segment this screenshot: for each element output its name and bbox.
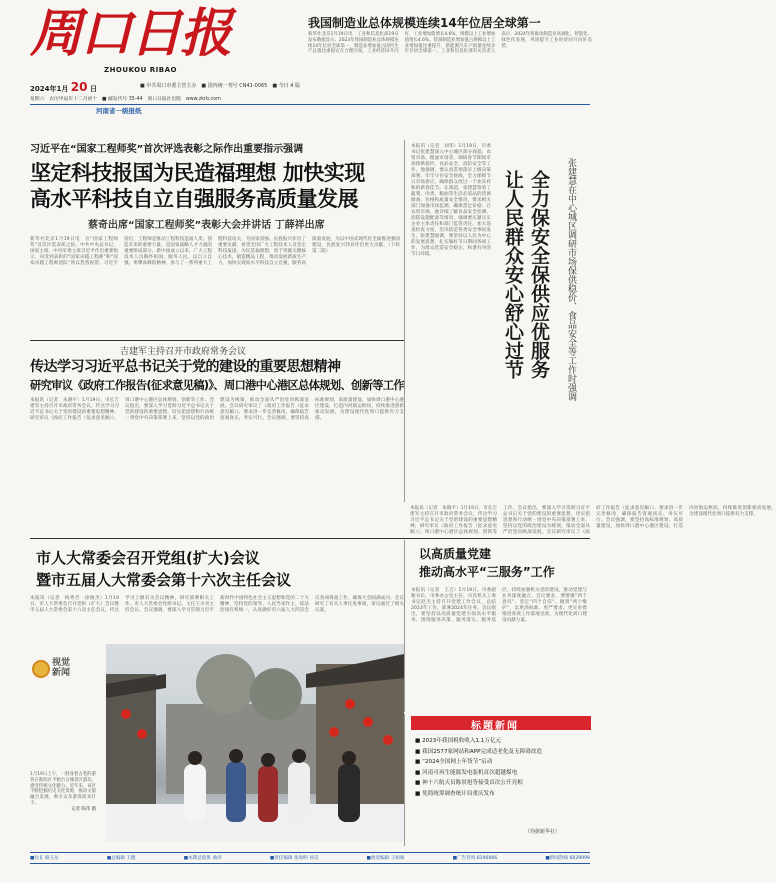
digest-source: （均据新华社） bbox=[525, 829, 561, 835]
lead-subhead: 蔡奇出席“国家工程师奖”表彰大会并讲话 丁薛祥出席 bbox=[88, 220, 325, 231]
digest-header: 标题新闻 bbox=[411, 716, 591, 730]
photo-scene bbox=[106, 644, 404, 842]
side-headline-1: 全力保安全保供应优服务 bbox=[528, 170, 550, 379]
list-item[interactable]: ■ 河南可再生能源发电装机首次超越煤电 bbox=[415, 769, 518, 776]
list-item[interactable]: ■ 我国2577家网站和APP完成适老化及无障碍改造 bbox=[415, 748, 542, 755]
footer-item: ■社长 路玉岳 bbox=[30, 856, 59, 861]
footer-item: ■本期总值班 曲涛 bbox=[183, 856, 222, 861]
side-kicker: 张建慧在中心城区调研市场保供稳价、食品安全等工作时强调 bbox=[566, 158, 576, 401]
lead-article bbox=[0, 140, 404, 340]
divider bbox=[30, 538, 590, 539]
masthead bbox=[0, 0, 600, 115]
issue-meta: ■ 中共周口市委主管主办 ■ 国内统一刊号 CN41-0065 ■ 今日 4 版 bbox=[140, 83, 301, 89]
lead-headline-2: 高水平科技自立自强服务高质量发展 bbox=[30, 187, 358, 211]
news-photo bbox=[106, 644, 404, 842]
issue-date: 2024年1月 20 日 bbox=[30, 80, 97, 94]
photo-caption: 1月19日上午，一群身着古装的游客在淮阳区平粮台古城景区游玩，感受传统文化魅力。近年来，该区不断挖掘历史文化资源，推动文旅融合发展，吸引众多游客前来打卡。 记者 陈伟 摄 bbox=[30, 772, 96, 812]
npc-headline-2: 暨市五届人大常委会第十六次主任会议 bbox=[36, 571, 292, 589]
lead-headline-1: 坚定科技报国为民造福理想 加快实现 bbox=[30, 161, 365, 185]
headline-digest bbox=[404, 714, 590, 846]
exec-body-continued: 本报讯（记者 朱晓平）1月19日，市长吉建军主持召开市政府常务会议，传达学习习近平总书记关于党的建设的重要思想精神，研究审议《政府工作报告（征求意见稿）》、周口港中心港区总体规划、创新等工作。会议指出，要深入学习贯彻习近平总书记关于党的建设的重要思想，切实把思想和行动统一到党中央决策部署上来，坚持以党的政治建设为统领，推动全面从严治党向纵深发展。会议研究审议了《政府工作报告（征求意见稿）》，要求进一步完善修改，确保报告客观真实、务实可行。会议强调，要坚持高标准规划、高质量建设，加快周口港中心港区建设，打造内河航运枢纽，持续推进创新驱动发展，为建设现代化周口提供有力支撑。 bbox=[410, 506, 776, 535]
issue-meta-2: 星期六 农历甲辰年十二月初十 ■ 邮发代号 35-44 周口日报社出版 www.zkrb.com bbox=[30, 97, 221, 102]
footer-item: ■总编辑 王健 bbox=[106, 856, 136, 861]
photo-section bbox=[30, 644, 404, 844]
side-article bbox=[404, 140, 590, 502]
newspaper-logo: 周口日报 bbox=[30, 3, 231, 64]
lead-body: 新华社北京1月19日电 在“国家工程师奖”首次评选表彰之际，中共中央总书记、国家主席、中央军委主席习近平作出重要指示，向受到表彰的“国家卓越工程师”和“国家卓越工程师团队”致以热烈祝贺。习近平指出，工程师是推动工程科技造福人类、创造未来的重要力量，是国家战略人才力量的重要组成部分。新中国成立以来，广大工程技术人员胸怀祖国、服务人民，以自立自强、勇攀高峰的精神，参与了一系列重大工程科技攻关，为国家富强、民族振兴作出了重要贡献。希望全国广大工程技术人员坚定科技报国、为民造福理想，勇于突破关键核心技术，锻造精品工程，推动发展新质生产力，加快实现高水平科技自立自强，服务高质量发展，为以中国式现代化全面推进强国建设、民族复兴伟业作出更大贡献。（下转第二版） bbox=[30, 237, 400, 266]
exec-body: 本报讯（记者 朱晓平）1月19日，市长吉建军主持召开市政府常务会议，传达学习习近平总书记关于党的建设的重要思想精神，研究审议《政府工作报告（征求意见稿）》、周口港中心港区总体规划、创新等工作。会议指出，要深入学习贯彻习近平总书记关于党的建设的重要思想，切实把思想和行动统一到党中央决策部署上来，坚持以党的政治建设为统领，推动全面从严治党向纵深发展。会议研究审议了《政府工作报告（征求意见稿）》，要求进一步完善修改，确保报告客观真实、务实可行。会议强调，要坚持高标准规划、高质量建设，加快周口港中心港区建设，打造内河航运枢纽，持续推进创新驱动发展，为建设现代化周口提供有力支撑。 bbox=[30, 398, 404, 421]
top-headline: 我国制造业总体规模连续14年位居全球第一 bbox=[308, 16, 541, 30]
party-headline-1: 以高质量党建 bbox=[419, 547, 492, 561]
grade-badge: 河南省一级报纸 bbox=[30, 104, 590, 114]
party-headline-2: 推动高水平“三服务”工作 bbox=[419, 565, 555, 579]
npc-body: 本报讯（记者 杨秀芳 徐俊杰）1月19日，市人大常委会召开党组（扩大）会议暨市五届人大常委会第十六次主任会议，传达学习上级有关会议精神，研究部署相关工作。市人大常委会党组书记、主任王少青主持会议。会议强调，要深入学习贯彻习近平新时代中国特色社会主义思想和党的二十大精神，坚持党的领导、人民当家作主、依法治国有机统一，认真做好市六届人大四次会议各项筹备工作，确保大会圆满成功。会议研究了有关人事任免事项，审议通过了相关议案。 bbox=[30, 596, 404, 613]
photo-label: 视觉新闻 bbox=[30, 656, 94, 682]
divider bbox=[30, 340, 404, 341]
exec-headline-1: 传达学习习近平总书记关于党的建设的重要思想精神 bbox=[30, 359, 341, 375]
side-headline-2: 让人民群众安心舒心过节 bbox=[502, 170, 524, 379]
exec-article bbox=[0, 344, 404, 536]
camera-icon bbox=[32, 660, 50, 678]
footer-item: ■新闻热线 6029999 bbox=[545, 856, 590, 861]
digest-list bbox=[415, 736, 591, 799]
top-article-body: 新华社北京1月19日电 工业和信息化部19日发布数据显示，2023年我国制造业总体规模连续14年位居全球第一，制造业增加值占国内生产总值比重稳定在合理区间。工业经济回升向好，工业增加值增长4.6%，规模以上工业增加值增长4.6%。装备制造业增加值占规模以上工业增加值比重提升，新能源汽车产销量连续多年位居全球第一，工业和信息化部有关负责人表示，2024年将推动制造业高端化、智能化、绿色化发展，巩固提升工业经济回升向好态势。 bbox=[308, 32, 592, 55]
npc-headline-1: 市人大常委会召开党组(扩大)会议 bbox=[36, 549, 260, 567]
party-body: 本报讯（记者 王吉）1月19日，市委副秘书长、市委办公室主任、市直机关工委书记赵杰主持召开党建工作会议，总结2023年工作，部署2024年任务。会议指出，要坚持以高质量党建引领高水平服务，围绕服务决策、服务落实、服务基层，持续加强机关党的建设，推动党建与业务深度融合。会议要求，要增强“四个意识”、坚定“四个自信”、做到“两个维护”，以更高标准、更严要求、更实举措推进各项工作落地见效，为现代化周口建设贡献力量。 bbox=[411, 588, 587, 623]
list-item[interactable]: ■ 免简统筹调查统计局重庆发布 bbox=[415, 790, 495, 797]
lead-kicker: 习近平在“国家工程师奖”首次评选表彰之际作出重要指示强调 bbox=[30, 144, 304, 155]
footer-item: ■广告咨询 6190066 bbox=[452, 856, 498, 861]
footer-item: ■视觉编辑 王娟娟 bbox=[366, 856, 405, 861]
footer-item: ■责任编辑 张海明 孙昊 bbox=[269, 856, 319, 861]
exec-kicker: 吉建军主持召开市政府常务会议 bbox=[120, 347, 247, 357]
logo-pinyin: ZHOUKOU RIBAO bbox=[104, 66, 177, 74]
list-item[interactable]: ■ “2024全国网上年货节”启动 bbox=[415, 759, 493, 765]
list-item[interactable]: ■ 神十六航天员陈景旭等接受首次公开亮相 bbox=[415, 780, 523, 786]
list-item[interactable]: ■ 2023年我国税收收入1.1万亿元 bbox=[415, 738, 502, 744]
side-body: 本报讯（记者 刘华）1月19日，市委书记张建慧深入中心城区部分商超、农贸市场、粮油市场等，调研春节期间市场保供稳价、食品安全、消防安全等工作。他强调，要认真贯彻落实上级决策部署，牢牢守住安全底线，全力保障节日市场供应，确保群众度过一个欢乐祥和的新春佳节。在商超，张建慧察看了蔬菜、肉类、粮油等生活必需品的货源储备、价格和质量安全情况，要求相关部门加强市场监测，确保货足价稳；在农贸市场，他详细了解食品安全检测、消防设施配备等情况，强调要压紧压实企业主体责任和部门监管责任，加大巡查检查力度，坚决防范各类安全事故发生。张建慧强调，要坚持以人民为中心的发展思想，扎实做好节日期间各项工作，为群众营造安全稳定、和谐有序的节日环境。 bbox=[411, 144, 491, 257]
exec-headline-2: 研究审议《政府工作报告(征求意见稿)》、周口港中心港区总体规划、创新等工作 bbox=[30, 379, 404, 392]
footer-bar bbox=[30, 852, 590, 864]
npc-article bbox=[0, 540, 404, 640]
party-article bbox=[404, 540, 590, 712]
